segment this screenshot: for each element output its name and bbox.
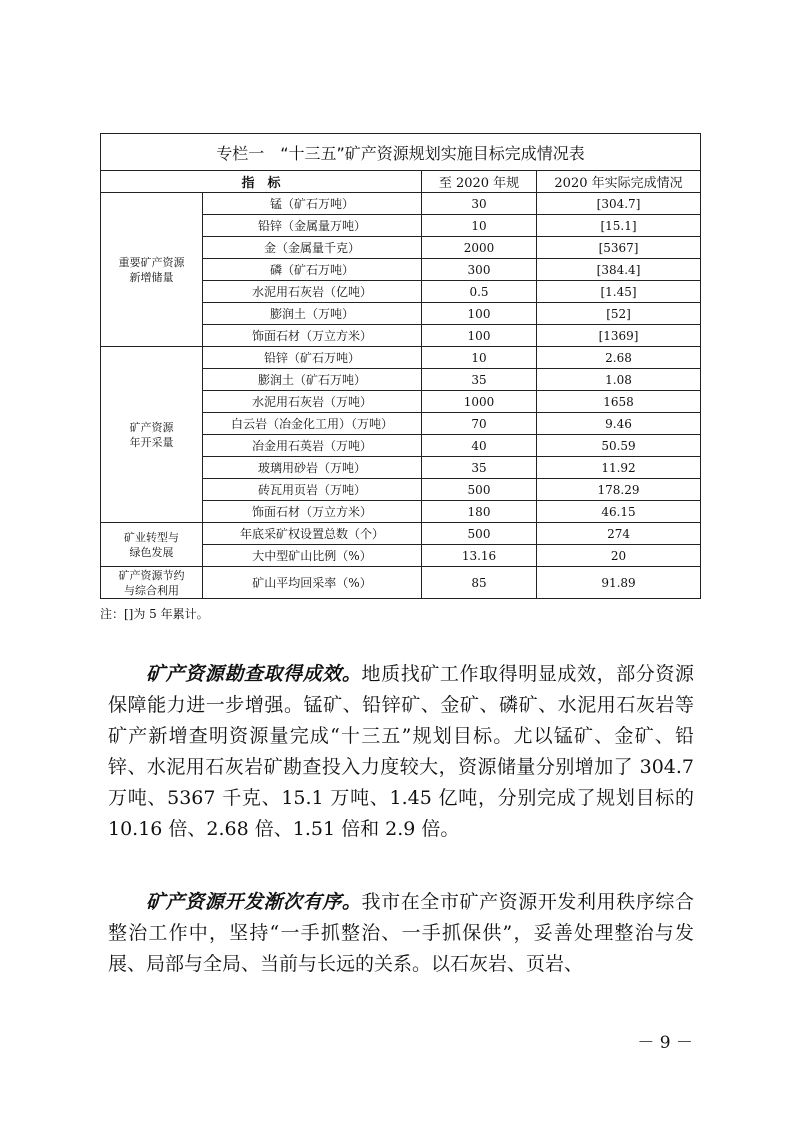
actual-cell: 178.29 bbox=[537, 479, 701, 501]
indicator-cell: 锰（矿石万吨） bbox=[203, 193, 422, 215]
header-indicator: 指 标 bbox=[101, 171, 422, 193]
table-row bbox=[101, 523, 701, 545]
actual-cell: 1.08 bbox=[537, 369, 701, 391]
indicator-cell: 膨润土（矿石万吨） bbox=[203, 369, 422, 391]
actual-cell: 20 bbox=[537, 545, 701, 567]
indicator-cell: 玻璃用砂岩（万吨） bbox=[203, 457, 422, 479]
target-cell: 35 bbox=[422, 457, 537, 479]
target-cell: 30 bbox=[422, 193, 537, 215]
header-target: 至 2020 年规 bbox=[422, 171, 537, 193]
target-cell: 1000 bbox=[422, 391, 537, 413]
actual-cell: 46.15 bbox=[537, 501, 701, 523]
actual-cell: [384.4] bbox=[537, 259, 701, 281]
indicator-cell: 砖瓦用页岩（万吨） bbox=[203, 479, 422, 501]
indicator-cell: 磷（矿石万吨） bbox=[203, 259, 422, 281]
target-cell: 85 bbox=[422, 567, 537, 599]
target-cell: 300 bbox=[422, 259, 537, 281]
target-cell: 13.16 bbox=[422, 545, 537, 567]
actual-cell: [1369] bbox=[537, 325, 701, 347]
indicator-cell: 水泥用石灰岩（万吨） bbox=[203, 391, 422, 413]
actual-cell: 50.59 bbox=[537, 435, 701, 457]
target-cell: 500 bbox=[422, 523, 537, 545]
indicator-cell: 年底采矿权设置总数（个） bbox=[203, 523, 422, 545]
target-cell: 180 bbox=[422, 501, 537, 523]
actual-cell: [5367] bbox=[537, 237, 701, 259]
header-actual: 2020 年实际完成情况 bbox=[537, 171, 701, 193]
indicator-cell: 白云岩（冶金化工用）（万吨） bbox=[203, 413, 422, 435]
paragraph-development bbox=[108, 887, 694, 980]
paragraph-lead: 矿产资源勘查取得成效。 bbox=[146, 663, 362, 685]
indicator-cell: 铅锌（金属量万吨） bbox=[203, 215, 422, 237]
target-cell: 0.5 bbox=[422, 281, 537, 303]
actual-cell: [52] bbox=[537, 303, 701, 325]
table-note: 注：[]为 5 年累计。 bbox=[100, 607, 209, 621]
actual-cell: 11.92 bbox=[537, 457, 701, 479]
target-cell: 35 bbox=[422, 369, 537, 391]
target-cell: 40 bbox=[422, 435, 537, 457]
table-row bbox=[101, 567, 701, 599]
target-cell: 10 bbox=[422, 215, 537, 237]
paragraph-text: 地质找矿工作取得明显成效，部分资源保障能力进一步增强。锰矿、铅锌矿、金矿、磷矿、水泥用石灰岩等矿产新增查明资源量完成“十三五”规划目标。尤以锰矿、金矿、铅锌、水泥用石灰岩矿勘查投入力度较大，资源储量分别增加了 304.7 万吨、5367 千克、15.1 万吨、1.45 亿吨，分别完成了规划目标的 10.16 倍、2.68 倍、1.51 倍和 2.9 倍。 bbox=[108, 663, 694, 840]
target-cell: 2000 bbox=[422, 237, 537, 259]
actual-cell: 9.46 bbox=[537, 413, 701, 435]
actual-cell: 274 bbox=[537, 523, 701, 545]
target-cell: 70 bbox=[422, 413, 537, 435]
table-row bbox=[101, 193, 701, 215]
indicator-cell: 饰面石材（万立方米） bbox=[203, 501, 422, 523]
actual-cell: 91.89 bbox=[537, 567, 701, 599]
indicator-cell: 冶金用石英岩（万吨） bbox=[203, 435, 422, 457]
indicator-cell: 大中型矿山比例（%） bbox=[203, 545, 422, 567]
category-cell: 重要矿产资源 新增储量 bbox=[101, 193, 203, 347]
indicator-cell: 水泥用石灰岩（亿吨） bbox=[203, 281, 422, 303]
targets-table bbox=[100, 133, 701, 599]
actual-cell: [1.45] bbox=[537, 281, 701, 303]
actual-cell: [304.7] bbox=[537, 193, 701, 215]
table-row bbox=[101, 347, 701, 369]
indicator-cell: 金（金属量千克） bbox=[203, 237, 422, 259]
category-cell: 矿产资源节约 与综合利用 bbox=[101, 567, 203, 599]
paragraph-exploration bbox=[108, 659, 694, 845]
category-cell: 矿产资源 年开采量 bbox=[101, 347, 203, 523]
indicator-cell: 饰面石材（万立方米） bbox=[203, 325, 422, 347]
paragraph-lead: 矿产资源开发渐次有序。 bbox=[146, 891, 362, 913]
page-number: － 9 － bbox=[637, 1033, 693, 1053]
actual-cell: [15.1] bbox=[537, 215, 701, 237]
table-container bbox=[100, 133, 700, 599]
target-cell: 100 bbox=[422, 325, 537, 347]
indicator-cell: 铅锌（矿石万吨） bbox=[203, 347, 422, 369]
actual-cell: 2.68 bbox=[537, 347, 701, 369]
indicator-cell: 膨润土（万吨） bbox=[203, 303, 422, 325]
target-cell: 500 bbox=[422, 479, 537, 501]
target-cell: 10 bbox=[422, 347, 537, 369]
category-cell: 矿业转型与 绿色发展 bbox=[101, 523, 203, 567]
actual-cell: 1658 bbox=[537, 391, 701, 413]
paragraph-text: 我市在全市矿产资源开发利用秩序综合整治工作中，坚持“一手抓整治、一手抓保供”，妥善处理整治与发展、局部与全局、当前与长远的关系。以石灰岩、页岩、 bbox=[108, 891, 694, 975]
indicator-cell: 矿山平均回采率（%） bbox=[203, 567, 422, 599]
target-cell: 100 bbox=[422, 303, 537, 325]
table-title: 专栏一 “十三五”矿产资源规划实施目标完成情况表 bbox=[101, 134, 701, 171]
